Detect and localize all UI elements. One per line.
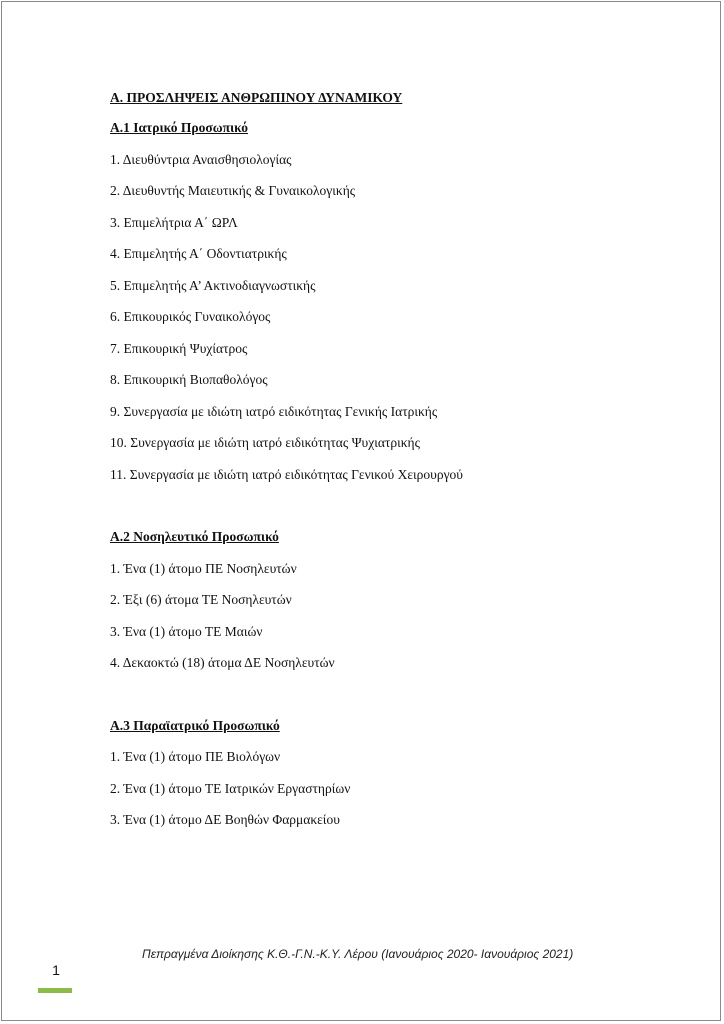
list-item: 10. Συνεργασία με ιδιώτη ιατρό ειδικότητας Ψυχιατρικής — [110, 435, 420, 450]
list-item: 7. Επικουρική Ψυχίατρος — [110, 340, 248, 356]
list-item: 3. Επιμελήτρια Α΄ ΩΡΛ — [110, 214, 238, 230]
medical-staff-list — [110, 150, 670, 497]
list-item: 11. Συνεργασία με ιδιώτη ιατρό ειδικότητας Γενικού Χειρουργού — [110, 466, 463, 482]
section-heading-medical: Α.1 Ιατρικό Προσωπικό — [110, 120, 249, 135]
paramedical-staff-list — [110, 747, 670, 842]
list-item: 6. Επικουρικός Γυναικολόγος — [110, 309, 271, 324]
footer-text: Πεπραγμένα Διοίκησης Κ.Θ.-Γ.Ν.-Κ.Υ. Λέρου (Ιανουάριος 2020- Ιανουάριος 2021) — [142, 947, 574, 961]
section-heading-nursing: Α.2 Νοσηλευτικό Προσωπικό — [110, 529, 279, 544]
nursing-staff-list — [110, 559, 670, 685]
document-title: Α. ΠΡΟΣΛΗΨΕΙΣ ΑΝΘΡΩΠΙΝΟΥ ΔΥΝΑΜΙΚΟΥ — [110, 90, 403, 105]
page-number-accent-bar — [38, 988, 72, 993]
list-item: 9. Συνεργασία με ιδιώτη ιατρό ειδικότητας Γενικής Ιατρικής — [110, 403, 438, 419]
list-item: 8. Επικουρική Βιοπαθολόγος — [110, 372, 268, 387]
section-gap — [110, 685, 670, 716]
section-heading-paramedical: Α.3 Παραϊατρικό Προσωπικό — [110, 717, 280, 733]
section-gap — [110, 496, 670, 527]
list-item: 2. Διευθυντής Μαιευτικής & Γυναικολογικής — [110, 183, 356, 198]
list-item: 5. Επιμελητής Α’ Ακτινοδιαγνωστικής — [110, 277, 316, 293]
list-item: 1. Ένα (1) άτομο ΠΕ Βιολόγων — [110, 749, 281, 764]
list-item: 4. Δεκαοκτώ (18) άτομα ΔΕ Νοσηλευτών — [110, 655, 335, 670]
page-number: 1 — [52, 962, 60, 978]
list-item: 4. Επιμελητής Α΄ Οδοντιατρικής — [110, 246, 287, 261]
list-item: 1. Διευθύντρια Αναισθησιολογίας — [110, 151, 292, 167]
list-item: 3. Ένα (1) άτομο ΔΕ Βοηθών Φαρμακείου — [110, 812, 340, 827]
list-item: 3. Ένα (1) άτομο ΤΕ Μαιών — [110, 623, 263, 639]
list-item: 2. Έξι (6) άτομα ΤΕ Νοσηλευτών — [110, 592, 292, 607]
list-item: 1. Ένα (1) άτομο ΠΕ Νοσηλευτών — [110, 560, 297, 576]
list-item: 2. Ένα (1) άτομο ΤΕ Ιατρικών Εργαστηρίων — [110, 780, 351, 796]
document-body — [110, 88, 670, 842]
